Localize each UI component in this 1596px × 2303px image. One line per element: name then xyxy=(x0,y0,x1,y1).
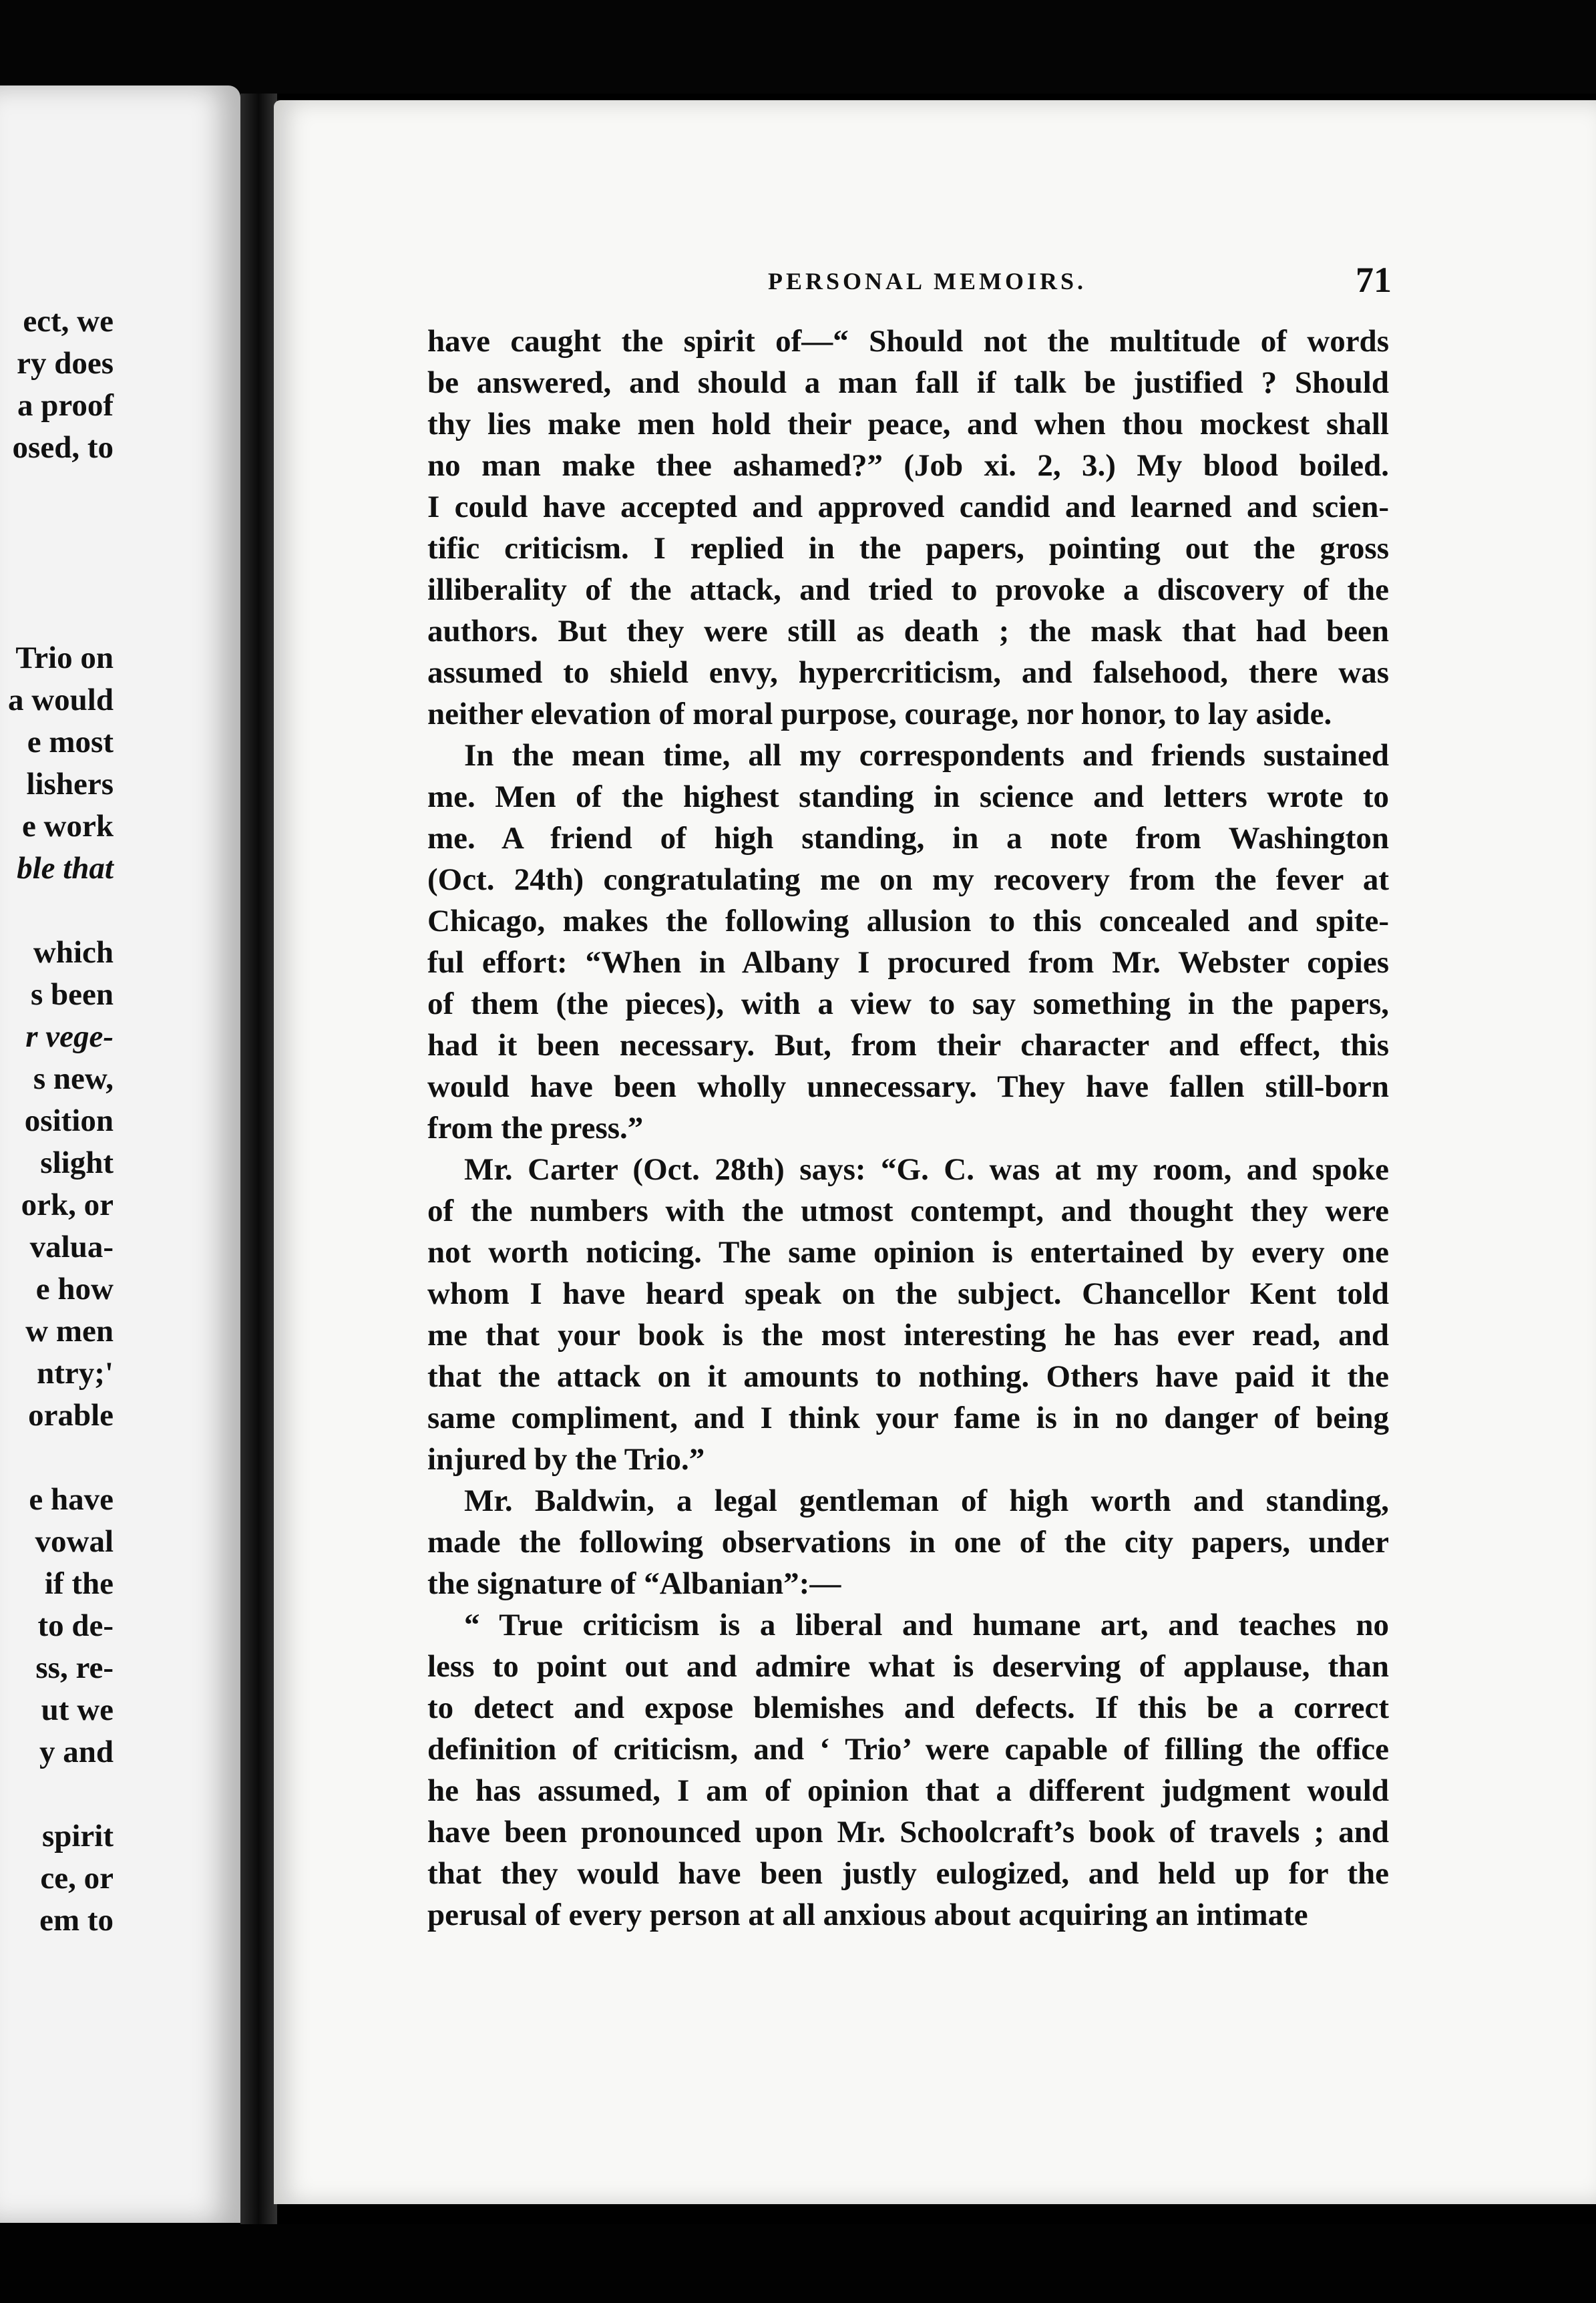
left-page-line: ect, we xyxy=(23,304,114,339)
left-page-fragment xyxy=(0,85,240,2223)
text-line: definition of criticism, and ‘ Trio’ were capable of filling the office xyxy=(427,1732,1389,1767)
text-line: less to point out and admire what is deserving of applause, than xyxy=(427,1649,1389,1684)
text-line: authors. But they were still as death ; the mask that had been xyxy=(427,614,1389,649)
left-page-line: w men xyxy=(25,1314,114,1349)
left-page-line: s been xyxy=(30,977,114,1012)
text-line: (Oct. 24th) congratulating me on my recovery from the fever at xyxy=(427,862,1389,897)
left-page-line: valua- xyxy=(29,1230,114,1264)
left-page-line: e how xyxy=(35,1272,114,1306)
text-line: Mr. Baldwin, a legal gentleman of high worth and standing, xyxy=(464,1483,1389,1518)
text-line: not worth noticing. The same opinion is entertained by every one xyxy=(427,1235,1389,1270)
text-line: In the mean time, all my correspondents and friends sustained xyxy=(464,738,1389,773)
left-page-line: ut we xyxy=(41,1693,114,1727)
text-line: had it been necessary. But, from their character and effect, this xyxy=(427,1028,1389,1063)
left-page-line: to de- xyxy=(37,1608,114,1643)
left-page-line: if the xyxy=(44,1566,114,1601)
text-line: have been pronounced upon Mr. Schoolcraft’s book of travels ; and xyxy=(427,1815,1389,1849)
text-line: made the following observations in one of the city papers, under xyxy=(427,1525,1389,1560)
left-page-line: a would xyxy=(7,683,114,717)
text-line: illiberality of the attack, and tried to provoke a discovery of the xyxy=(427,572,1389,607)
left-page-line: em to xyxy=(39,1903,114,1938)
left-page-line: osed, to xyxy=(12,430,114,465)
text-line: same compliment, and I think your fame is in no danger of being xyxy=(427,1401,1389,1435)
text-line: Chicago, makes the following allusion to this concealed and spite- xyxy=(427,904,1389,938)
text-line: neither elevation of moral purpose, courage, nor honor, to lay aside. xyxy=(427,697,1332,731)
text-line: me. A friend of high standing, in a note from Washington xyxy=(427,821,1389,856)
left-page-line: slight xyxy=(40,1145,114,1180)
text-line: perusal of every person at all anxious about acquiring an intimate xyxy=(427,1898,1308,1932)
text-line: of them (the pieces), with a view to say something in the papers, xyxy=(427,987,1389,1021)
text-line: he has assumed, I am of opinion that a different judgment would xyxy=(427,1773,1389,1808)
left-page-line: s new, xyxy=(33,1061,114,1096)
left-page-line: Trio on xyxy=(15,641,114,675)
page-number: 71 xyxy=(1356,260,1392,300)
left-page-line: ry does xyxy=(17,346,114,381)
text-line: that the attack on it amounts to nothing. Others have paid it the xyxy=(427,1359,1389,1394)
scan-bottom-border xyxy=(0,2224,1596,2303)
left-page-line: y and xyxy=(39,1735,114,1769)
text-line: have caught the spirit of—“ Should not the multitude of words xyxy=(427,324,1389,359)
text-line: that they would have been justly eulogized, and held up for the xyxy=(427,1856,1389,1891)
text-line: tific criticism. I replied in the papers, pointing out the gross xyxy=(427,531,1389,566)
text-line: the signature of “Albanian”:— xyxy=(427,1566,841,1601)
left-page-line: spirit xyxy=(41,1819,114,1853)
left-page-line: orable xyxy=(28,1398,114,1433)
text-line: me that your book is the most interesting he has ever read, and xyxy=(427,1318,1389,1353)
text-line: would have been wholly unnecessary. They have fallen still-born xyxy=(427,1069,1389,1104)
text-line: me. Men of the highest standing in science and letters wrote to xyxy=(427,779,1389,814)
left-page-line: which xyxy=(33,935,114,970)
running-head: PERSONAL MEMOIRS. xyxy=(768,268,1087,295)
text-line: assumed to shield envy, hypercriticism, and falsehood, there was xyxy=(427,655,1389,690)
left-page-line: e work xyxy=(21,809,114,844)
left-page-line: ork, or xyxy=(21,1188,114,1222)
text-line: “ True criticism is a liberal and humane art, and teaches no xyxy=(464,1608,1389,1642)
text-line: of the numbers with the utmost contempt, and thought they were xyxy=(427,1194,1389,1228)
left-page-line: osition xyxy=(24,1103,114,1138)
text-line: whom I have heard speak on the subject. Chancellor Kent told xyxy=(427,1276,1389,1311)
left-page-line: ce, or xyxy=(40,1861,114,1896)
left-page-line: e most xyxy=(27,725,114,759)
scan-top-border xyxy=(0,0,1596,94)
left-page-line: ntry;' xyxy=(37,1356,114,1391)
left-page-line: ble that xyxy=(17,851,114,886)
text-line: thy lies make men hold their peace, and when thou mockest shall xyxy=(427,407,1389,441)
body-text xyxy=(427,321,1389,1936)
text-line: from the press.” xyxy=(427,1111,644,1145)
text-line: Mr. Carter (Oct. 28th) says: “G. C. was at my room, and spoke xyxy=(464,1152,1389,1187)
text-line: to detect and expose blemishes and defects. If this be a correct xyxy=(427,1691,1389,1725)
left-page-line: a proof xyxy=(17,388,114,423)
text-line: injured by the Trio.” xyxy=(427,1442,705,1477)
left-page-line: vowal xyxy=(35,1524,114,1559)
left-page-line: ss, re- xyxy=(35,1650,114,1685)
left-page-line: lishers xyxy=(26,767,114,802)
text-line: ful effort: “When in Albany I procured from Mr. Webster copies xyxy=(427,945,1389,980)
text-line: no man make thee ashamed?” (Job xi. 2, 3.) My blood boiled. xyxy=(427,448,1389,483)
book-gutter xyxy=(240,94,277,2224)
text-line: I could have accepted and approved candid and learned and scien- xyxy=(427,490,1389,524)
left-page-line: e have xyxy=(29,1482,114,1517)
left-page-line: r vege- xyxy=(25,1019,114,1054)
text-line: be answered, and should a man fall if talk be justified ? Should xyxy=(427,365,1389,400)
